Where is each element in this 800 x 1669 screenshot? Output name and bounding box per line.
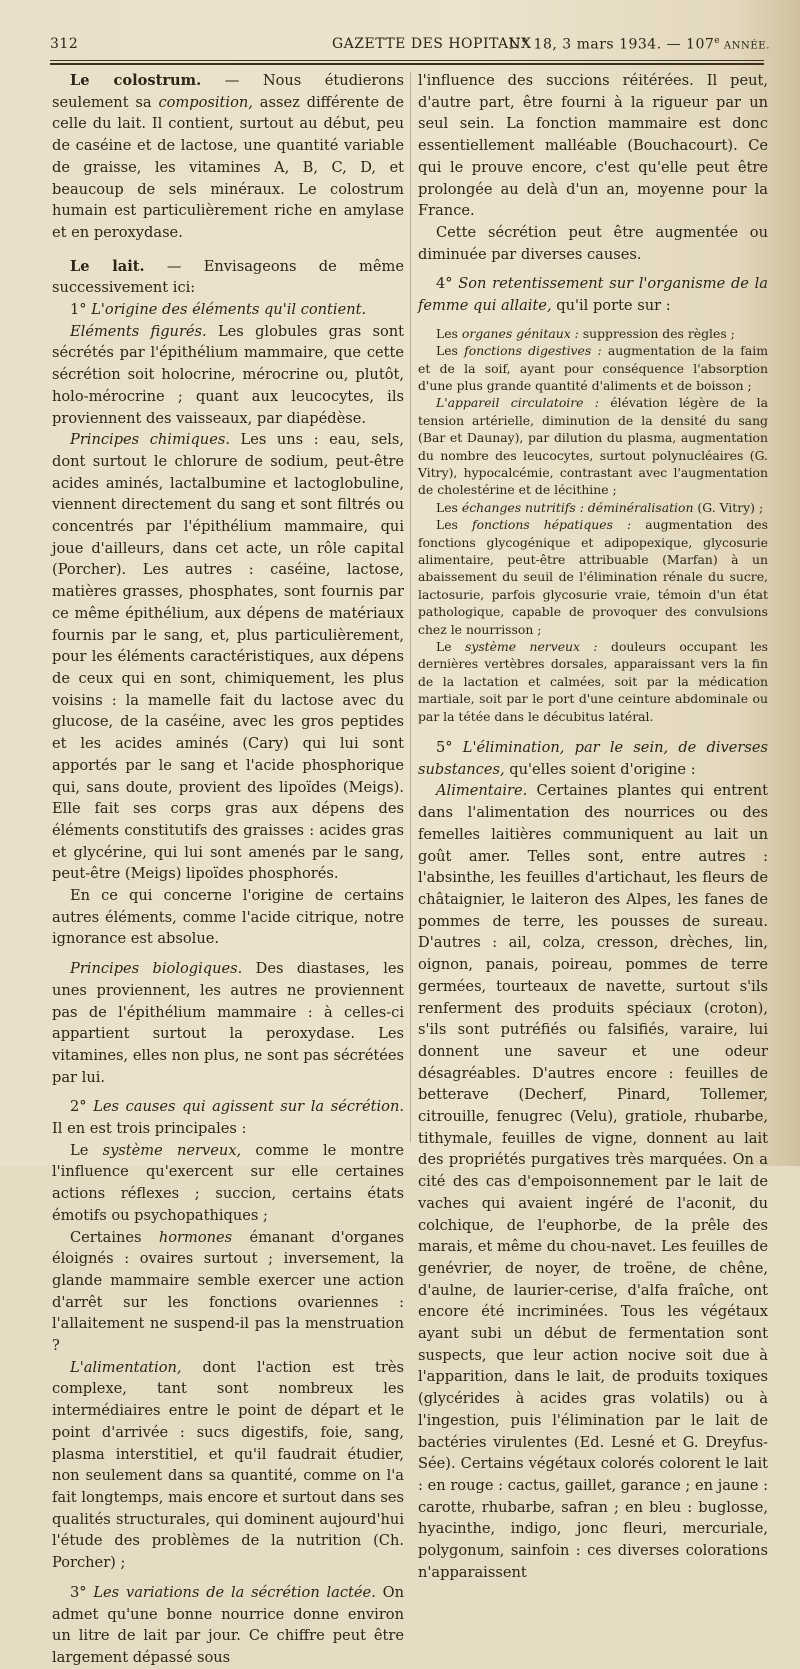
section-elimination: 5° L'élimination, par le sein, de diverses substances, qu'elles soient d'origine :: [418, 739, 768, 778]
right-column: [418, 70, 768, 1584]
page-number: 312: [50, 36, 79, 52]
item-appareil-circulatoire: L'appareil circulatoire : élévation légère de la tension artérielle, diminution de la densité du sang (Bar et Daunay), par dilution du plasma, augmentation du nombre des leucocytes, surtout polynucléaires (G. Vitry), hypocalcémie, contrastant avec l'augmentation de cholestérine et de lécithine ;: [418, 395, 768, 498]
item-systeme-nerveux: Le système nerveux : douleurs occupant les dernières vertèbres dorsales, apparaissant vers la fin de la lactation et calmées, soit par la médication martiale, soit par le port d'une ceinture abdominale ou par la tétée dans le décubitus latéral.: [418, 639, 769, 724]
section-retentissement: 4° Son retentissement sur l'organisme de la femme qui allaite, qu'il porte sur :: [418, 275, 768, 315]
issue-info: N° 18, 3 mars 1934. — 107e ANNÉE.: [508, 36, 770, 53]
section-variations: 3° Les variations de la sécrétion lactée. On admet qu'une bonne nourrice donne environ un litre de lait par jour. Ce chiffre peut être largement dépassé sous: [52, 1583, 404, 1666]
paragraph-secretion: Cette sécrétion peut être augmentée ou diminuée par diverses causes.: [418, 223, 768, 263]
item-organes-genitaux: Les organes génitaux : suppression des règles ;: [436, 325, 735, 341]
paragraph-elements-figures: Eléments figurés. Les globules gras sont sécrétés par l'épithélium mammaire, que cette sécrétion soit holocrine, mérocrine ou, plutôt, holo-mérocrine ; quant aux leucocytes, ils proviennent des vaisseaux, par diapédèse.: [52, 322, 404, 427]
section-causes: 2° Les causes qui agissent sur la sécrétion. Il en est trois principales :: [52, 1098, 404, 1138]
paragraph-alimentaire: Alimentaire. Certaines plantes qui entrent dans l'alimentation des nourrices ou des femelles laitières communiquent au lait un goût amer. Telles sont, entre autres : l'absinthe, les feuilles d'artichaut, les fleurs de châtaignier, le laiteron des Alpes, les fanes de pommes de terre, les pousses de sureau. D'autres : ail, colza, cresson, drèches, lin, oignon, panais, poireau, pommes de terre germées, tourteaux de navette, surtout s'ils renferment des produits spéciaux (croton), s'ils sont putréfiés ou falsifiés, varaire, lui donnent une saveur et une odeur désagréables. D'autres encore : feuilles de betterave (Decherf, Pinard, Tollemer, citrouille, fenugrec (Velu), gratiole, rhubarbe, tithymale, feuilles de vigne, donnent au lait des propriétés purgatives très marquées. On a cité des cas d'empoisonnement par le lait de vaches qui avaient ingéré de l'aconit, du colchique, de l'euphorbe, de la prêle des marais, et même du chou-navet. Les feuilles de genévrier, de noyer, de troëne, de chêne, d'aulne, de laurier-cerise, d'alfa fraîche, ont encore été incriminées. Tous les végétaux ayant subi un début de fermentation sont suspects, que leur action nocive soit due à l'apparition, dans le lait, de produits toxiques (glycérides à acides gras volatils) ou à l'ingestion, puis l'élimination par le lait de bactéries virulentes (Ed. Lesné et G. Dreyfus-Sée). Certains végétaux colorés colorent le lait : en rouge : cactus, gaillet, garance ; en jaune : carotte, rhubarbe, safran ; en bleu : buglosse, hyacinthe, indigo, jonc fleuri, mercuriale, polygonum, sainfoin : ces diverses colorations n'apparaissent: [418, 782, 768, 1581]
paragraph-systeme-nerveux: Le système nerveux, comme le montre l'influence qu'exercent sur elle certaines actions réflexes ; succion, certains états émotifs ou psychopathiques ;: [52, 1141, 405, 1224]
paragraph-alimentation: L'alimentation, dont l'action est très complexe, tant sont nombreux les intermédiaires entre le point de départ et le point d'arrivée : sucs digestifs, foie, sang, plasma interstitiel, et qu'il faudrait étudier, non seulement dans sa quantité, comme on l'a fait longtemps, mais encore et surtout dans ses qualités structurales, qui dominent aujourd'hui l'étude des problèmes de la nutrition (Ch. Porcher) ;: [52, 1358, 404, 1572]
item-fonctions-hepatiques: Les fonctions hépatiques : augmentation des fonctions glycogénique et adipopexique, glycosurie alimentaire, peut-être attribuable (Marfan) à un abaissement du seuil de l'élimination rénale du sucre, lactosurie, parfois glycosurie vraie, témoin d'un état pathologique, capable de provoquer des convulsions chez le nourrisson ;: [418, 517, 768, 637]
section-origine: 1° L'origine des éléments qu'il contient.: [70, 301, 367, 319]
paragraph-principes-biologiques: Principes biologiques. Des diastases, les unes proviennent, les autres ne proviennent pas de l'épithélium mammaire : à celles-ci appartient surtout la peroxydase. Les vitamines, elles non plus, ne sont pas sécrétées par lui.: [52, 960, 404, 1086]
running-header: [50, 36, 770, 58]
column-divider: [410, 72, 411, 1142]
paragraph-colostrum: Le colostrum. — Nous étudierons seulement sa composition, assez différente de celle du lait. Il contient, surtout au début, peu de caséine et de lactose, une quantité variable de graisse, les vitamines A, B, C, D, et beaucoup de sels minéraux. Le colostrum humain est particulièrement riche en amylase et en peroxydase.: [52, 72, 404, 241]
paragraph-lait: Le lait. — Envisageons de même successivement ici:: [52, 257, 404, 297]
paragraph-acide-citrique: En ce qui concerne l'origine de certains autres éléments, comme l'acide citrique, notre ignorance est absolue.: [52, 887, 404, 948]
paragraph-succions: l'influence des succions réitérées. Il peut, d'autre part, être fourni à la rigueur par un seul sein. La fonction mammaire est donc essentiellement malléable (Bouchacourt). Ce qui le prouve encore, c'est qu'elle peut être prolongée au delà d'un an, moyenne pour la France.: [418, 72, 768, 220]
paragraph-hormones: Certaines hormones émanant d'organes éloignés : ovaires surtout ; inversement, la glande mammaire semble exercer une action d'arrêt sur les fonctions ovariennes : l'allaitement ne suspend-il pas la menstruation ?: [52, 1228, 404, 1355]
paragraph-principes-chimiques: Principes chimiques. Les uns : eau, sels, dont surtout le chlorure de sodium, peut-être acides aminés, lactalbumine et lactoglobuline, viennent directement du sang et sont filtrés ou concentrés par l'épithélium mammaire, qui joue d'ailleurs, dans cet acte, un rôle capital (Porcher). Les autres : caséine, lactose, matières grasses, phosphates, sont fournis par ce même épithélium, aux dépens de matériaux fournis par le sang, et, plus particulièrement, pour les éléments caractéristiques, aux dépens de ceux qui en sont, chimiquement, les plus voisins : la mamelle fait du lactose avec du glucose, de la caséine, avec les gros peptides et les acides aminés (Cary) qui lui sont apportés par le sang et l'acide phosphorique qui, sans doute, provient des lipoïdes (Meigs). Elle fait ses corps gras aux dépens des éléments constitutifs des graisses : acides gras et glycérine, qui lui sont amenés par le sang, peut-être (Meigs) lipoïdes phosphorés.: [52, 431, 404, 883]
header-rule-thick: [50, 63, 764, 65]
item-echanges-nutritifs: Les échanges nutritifs : déminéralisation (G. Vitry) ;: [436, 499, 764, 515]
left-column: [52, 70, 404, 1669]
item-fonctions-digestives: Les fonctions digestives : augmentation de la faim et de la soif, ayant pour conséquence l'absorption d'une plus grande quantité d'aliments et de boisson ;: [418, 343, 768, 393]
header-rule: [50, 60, 764, 61]
journal-title: GAZETTE DES HOPITAUX: [332, 36, 532, 52]
